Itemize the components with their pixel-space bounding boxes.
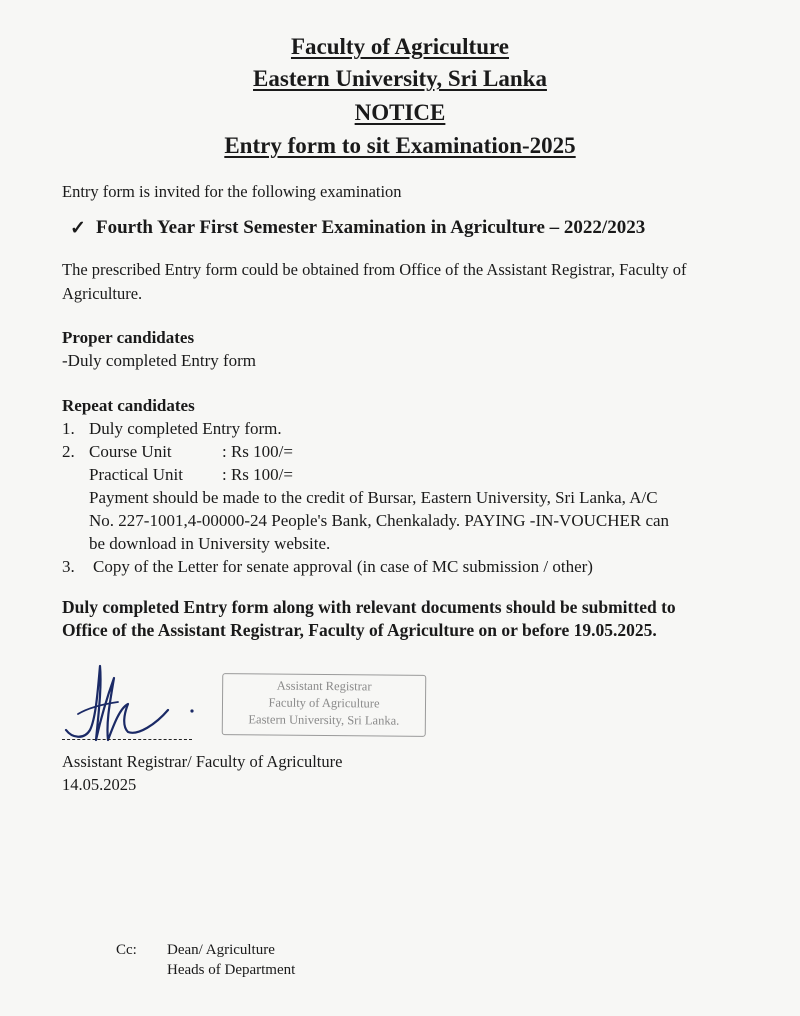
signatory-title: Assistant Registrar/ Faculty of Agriculture [62,752,343,771]
cc-label: Cc: [116,942,137,958]
fee-value: : Rs 100/= [222,465,293,484]
notice-title: NOTICE [354,100,446,125]
cc-recipient: Dean/ Agriculture [167,942,275,958]
submission-line-2: Office of the Assistant Registrar, Faculty of Agriculture on or before 19.05.2025. [62,620,657,640]
check-icon: ✓ [70,218,86,239]
list-item-number: 2. [62,442,75,461]
fee-label: Course Unit [89,442,172,461]
fee-label: Practical Unit [89,465,183,484]
signature-image [58,658,218,748]
stamp-line-1: Assistant Registrar [276,678,372,694]
intro-text: Entry form is invited for the following examination [62,182,402,201]
signature-line [62,739,192,740]
faculty-title: Faculty of Agriculture [290,34,510,59]
fee-value: : Rs 100/= [222,442,293,461]
cc-recipient: Heads of Department [167,962,296,978]
payment-line-3: be download in University website. [89,534,331,553]
submission-line-1: Duly completed Entry form along with relevant documents should be submitted to [62,597,676,617]
payment-line-2: No. 227-1001,4-00000-24 People's Bank, Chenkalady. PAYING -IN-VOUCHER can [89,511,670,530]
list-item-text: Duly completed Entry form. [89,419,282,438]
stamp-line-2: Faculty of Agriculture [268,695,380,711]
list-item-text: Copy of the Letter for senate approval (in case of MC submission / other) [93,557,593,576]
exam-title: Fourth Year First Semester Examination in Agriculture – 2022/2023 [96,217,646,238]
proper-candidates-heading: Proper candidates [62,328,195,347]
repeat-candidates-heading: Repeat candidates [62,396,195,415]
signatory-date: 14.05.2025 [62,775,137,794]
university-title: Eastern University, Sri Lanka [253,66,547,91]
stamp-line-3: Eastern University, Sri Lanka. [248,712,400,728]
list-item-number: 1. [62,419,75,438]
list-item-number: 3. [62,557,75,576]
office-stamp [222,673,427,737]
subject-title: Entry form to sit Examination-2025 [224,133,576,158]
proper-candidates-item: -Duly completed Entry form [62,351,257,370]
prescribed-line-1: The prescribed Entry form could be obtained from Office of the Assistant Registrar, Faculty of [62,260,687,279]
payment-line-1: Payment should be made to the credit of Bursar, Eastern University, Sri Lanka, A/C [89,488,658,507]
prescribed-line-2: Agriculture. [62,284,143,303]
